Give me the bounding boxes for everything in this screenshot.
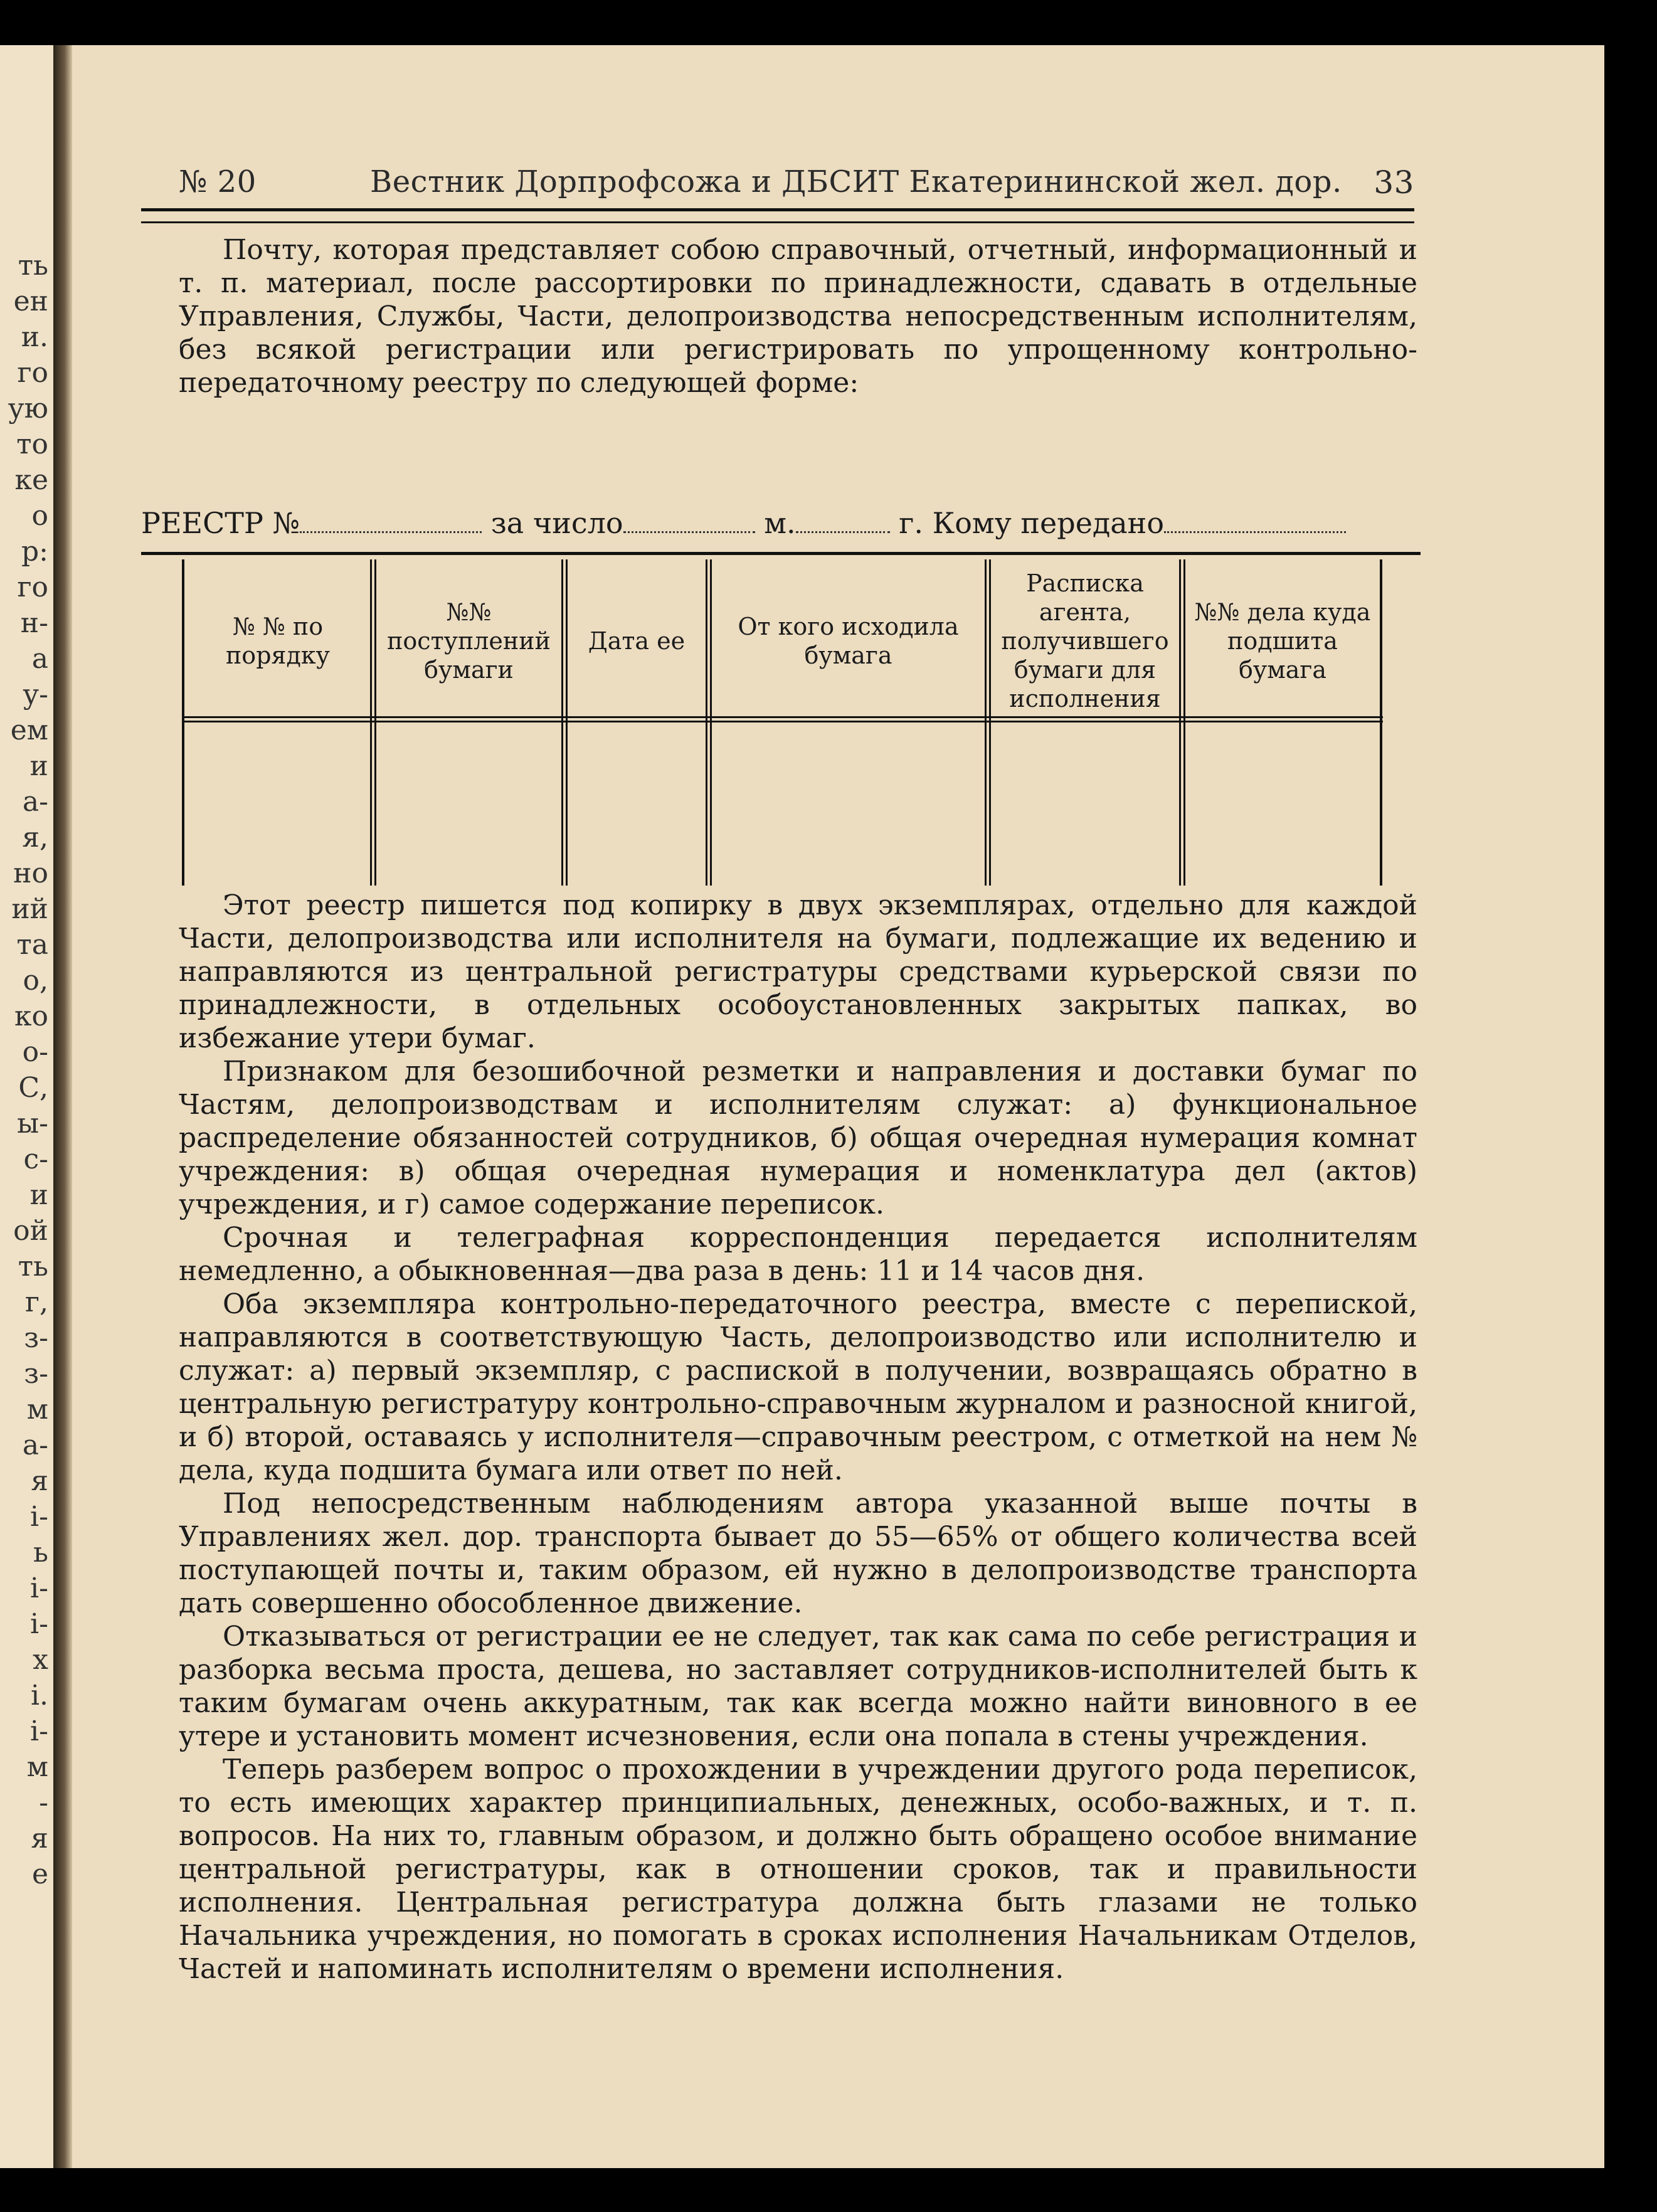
prev-page-fragment: ий (11, 893, 48, 925)
column-header: Дата ее (588, 627, 686, 655)
journal-title: Вестник Дорпрофсожа и ДБСИТ Екатерининской жел. дор. (370, 164, 1342, 199)
prev-page-fragment: ен (13, 285, 48, 317)
prev-page-fragment: е (31, 1858, 48, 1890)
table-column-divider (1179, 559, 1185, 886)
prev-page-fragment: ть (18, 250, 48, 282)
prev-page-fragment: ую (8, 393, 48, 425)
prev-page-fragment: - (39, 1787, 48, 1819)
paragraph: Оба экземпляра контрольно-передаточного реестра, вместе с перепиской, направляются в соответствующую Часть, делопроизводство или исполнителю и служат: а) первый экземпляр, с распиской в получении, возвращаясь обратно в центральную регистратуру контрольно-справочным журналом и разносной книгой, и б) второй, оставаясь у исполнителя—справочным реестром, с отметкой на нем № дела, куда подшита бумага или ответ по ней. (179, 1288, 1417, 1486)
prev-page-fragment: с- (23, 1143, 48, 1175)
prev-page-fragment: м (26, 1751, 48, 1783)
issue-number: № 20 (179, 164, 257, 199)
prev-page-fragment: з- (24, 1358, 48, 1390)
prev-page-fragment: ы- (17, 1108, 48, 1140)
page-number: 33 (1374, 164, 1414, 201)
prev-page-fragment: и. (21, 321, 48, 353)
prev-page-fragment: ем (10, 714, 48, 746)
prev-page-fragment: з- (24, 1322, 48, 1354)
prev-page-fragment: і- (30, 1501, 48, 1533)
register-table (182, 559, 1383, 886)
body-text (179, 889, 1417, 1986)
prev-page-fragment: го (17, 571, 48, 603)
register-rule (141, 552, 1421, 555)
paragraph: Отказываться от регистрации ее не следует, так как сама по себе регистрация и разборка весьма проста, дешева, но заставляет сотрудников-исполнителей быть к таким бумагам очень аккуратным, так как всегда можно найти виновного в ее утере и установить момент исчезновения, если она попала в стены учреждения. (179, 1621, 1417, 1752)
table-column-divider (985, 559, 991, 886)
book-page (53, 45, 1604, 2168)
month-label: м. (764, 506, 796, 540)
register-form-line (141, 506, 1417, 540)
prev-page-fragment: а- (22, 786, 48, 818)
column-header: №№ дела куда подшита бумага (1194, 598, 1371, 684)
prev-page-fragment: о- (22, 1036, 48, 1068)
header-rule (141, 208, 1414, 223)
prev-page-fragment: С, (18, 1072, 48, 1104)
intro-text (179, 233, 1417, 400)
prev-page-fragment: ть (18, 1251, 48, 1283)
prev-page-fragment: о (31, 500, 48, 532)
prev-page-fragment: я, (22, 822, 48, 854)
prev-page-fragment: а- (22, 1429, 48, 1461)
paragraph: Признаком для безошибочной резметки и направления и доставки бумаг по Частям, делопроизводствам и исполнителям служат: а) функциональное распределение обязанностей сотрудников, б) общая очередная нумерация комнат учреждения: в) общая очередная нумерация и номенклатура дел (актов) учреждения, и г) самое содержание переписок. (179, 1056, 1417, 1220)
table-column-divider (561, 559, 568, 886)
prev-page-fragment: і- (30, 1572, 48, 1604)
table-column-divider (706, 559, 712, 886)
prev-page-fragment: і. (30, 1680, 48, 1712)
paragraph: Почту, которая представляет собою справочный, отчетный, информационный и т. п. материал, после рассортировки по принадлежности, сдавать в отдельные Управления, Службы, Части, делопроизводства непосредственным исполнителям, без всякой регистрации или регистрировать по упрощенному контрольно-передаточному реестру по следующей форме: (179, 234, 1417, 399)
prev-page-fragment: ко (14, 1000, 48, 1032)
prev-page-fragment: х (33, 1644, 48, 1676)
page-gutter (53, 45, 72, 2168)
register-label: РЕЕСТР № (141, 506, 300, 540)
prev-page-fragment: а (31, 643, 48, 675)
prev-page-fragment: н- (20, 607, 48, 639)
prev-page-fragment: ке (14, 464, 48, 496)
prev-page-fragment: я (31, 1823, 48, 1855)
prev-page-fragment: го (17, 357, 48, 389)
previous-page-edge (0, 45, 53, 2168)
table-column-divider (370, 559, 376, 886)
paragraph: Под непосредственным наблюдениям автора указанной выше почты в Управлениях жел. дор. транспорта бывает до 55—65% от общего количества всей поступающей почты и, таким образом, ей нужно в делопроизводстве транспорта дать совершенно обособленное движение. (179, 1488, 1417, 1619)
prev-page-fragment: м (26, 1394, 48, 1426)
table-border-left (182, 559, 184, 886)
prev-page-fragment: и (29, 1179, 48, 1211)
prev-page-fragment: у- (23, 679, 48, 711)
column-header: №№ поступлений бумаги (387, 598, 551, 684)
year-label: г. (899, 506, 923, 540)
prev-page-fragment: ой (13, 1215, 48, 1247)
prev-page-fragment: о, (23, 965, 48, 997)
column-header: № № по порядку (225, 613, 330, 669)
prev-page-fragment: та (16, 929, 48, 961)
prev-page-fragment: и (29, 750, 48, 782)
date-label: за число (490, 506, 623, 540)
prev-page-fragment: р: (21, 536, 48, 568)
prev-page-fragment: но (13, 857, 48, 889)
column-header: От кого исходила бумага (738, 613, 959, 669)
prev-page-fragment: і- (30, 1608, 48, 1640)
prev-page-fragment: я (31, 1465, 48, 1497)
column-header: Расписка агента, получившего бумаги для исполнения (1001, 569, 1169, 712)
prev-page-fragment: то (16, 428, 48, 460)
paragraph: Теперь разберем вопрос о прохождении в учреждении другого рода переписок, то есть имеющих характер принципиальных, денежных, особо-важных, и т. п. вопросов. На них то, главным образом, и должно быть обращено особое внимание центральной регистратуры, как в отношении сроков, так и правильности исполнения. Центральная регистратура должна быть глазами не только Начальника учреждения, но помогать в сроках исполнения Начальникам Отделов, Частей и напоминать исполнителям о времени исполнения. (179, 1754, 1417, 1985)
recipient-label: Кому передано (932, 506, 1165, 540)
prev-page-fragment: ь (33, 1537, 48, 1569)
paragraph: Этот реестр пишется под копирку в двух экземплярах, отдельно для каждой Части, делопроизводства или исполнителя на бумаги, подлежащие их ведению и направляются из центральной регистратуры средствами курьерской связи по принадлежности, в отдельных особоустановленных закрытых папках, во избежание утери бумаг. (179, 889, 1417, 1054)
prev-page-fragment: і- (30, 1715, 48, 1747)
table-header-rule (182, 716, 1383, 722)
prev-page-fragment: г, (24, 1286, 48, 1318)
paragraph: Срочная и телеграфная корреспонденция передается исполнителям немедленно, а обыкновенная—два раза в день: 11 и 14 часов дня. (179, 1222, 1417, 1287)
table-border-right (1380, 559, 1382, 886)
